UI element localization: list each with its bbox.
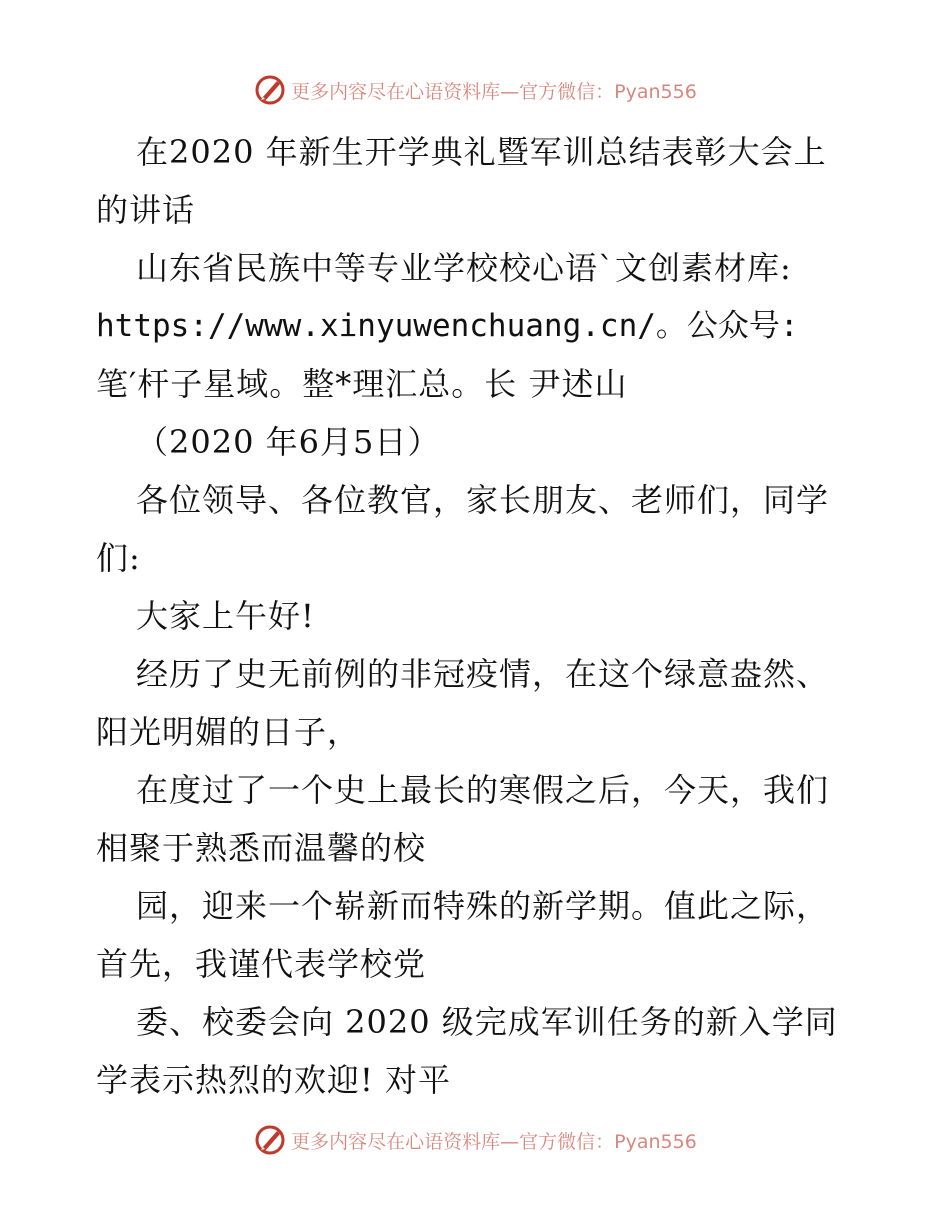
date-line: （2020 年6月5日） [136,423,441,461]
paragraph-line-8: 学表示热烈的欢迎! 对平 [96,1061,452,1099]
paragraph-line-7: 委、校委会向 2020 级完成军训任务的新入学同 [136,1003,838,1041]
pen-logo-icon [253,73,287,107]
paragraph-line-6: 首先，我谨代表学校党 [96,945,427,983]
pen-logo-icon [253,1123,287,1157]
header-banner-wechat: 官方微信：Pyan556 [519,80,697,103]
salutation-line-2: 们: [96,539,141,577]
author-line-1: 山东省民族中等专业学校校心语`文创素材库: [136,249,792,287]
greeting-line: 大家上午好! [136,597,315,635]
title-line-2: 的讲话 [96,191,196,229]
header-banner-slogan: 更多内容尽在心语资料库 [291,80,501,103]
footer-banner-text [291,1127,697,1154]
header-banner [0,70,950,110]
footer-banner [0,1120,950,1160]
document-body [96,123,866,1109]
header-banner-text [291,77,697,104]
footer-banner-dash: — [500,1130,520,1153]
footer-banner-slogan: 更多内容尽在心语资料库 [291,1130,501,1153]
author-line-3: 笔′杆子星域。整*理汇总。长 尹述山 [96,365,628,403]
title-line-1: 在2020 年新生开学典礼暨军训总结表彰大会上 [136,133,827,171]
paragraph-line-2: 阳光明媚的日子， [96,713,361,751]
paragraph-line-1: 经历了史无前例的非冠疫情，在这个绿意盎然、 [136,655,830,693]
author-line-2-url: https://www.xinyuwenchuang.cn/。公众号: [96,308,799,344]
paragraph-line-4: 相聚于熟悉而温馨的校 [96,829,427,867]
header-banner-dash: — [500,80,520,103]
salutation-line-1: 各位领导、各位教官，家长朋友、老师们，同学 [136,481,830,519]
paragraph-line-3: 在度过了一个史上最长的寒假之后，今天，我们 [136,771,830,809]
paragraph-line-5: 园，迎来一个崭新而特殊的新学期。值此之际， [136,887,830,925]
footer-banner-wechat: 官方微信：Pyan556 [519,1130,697,1153]
